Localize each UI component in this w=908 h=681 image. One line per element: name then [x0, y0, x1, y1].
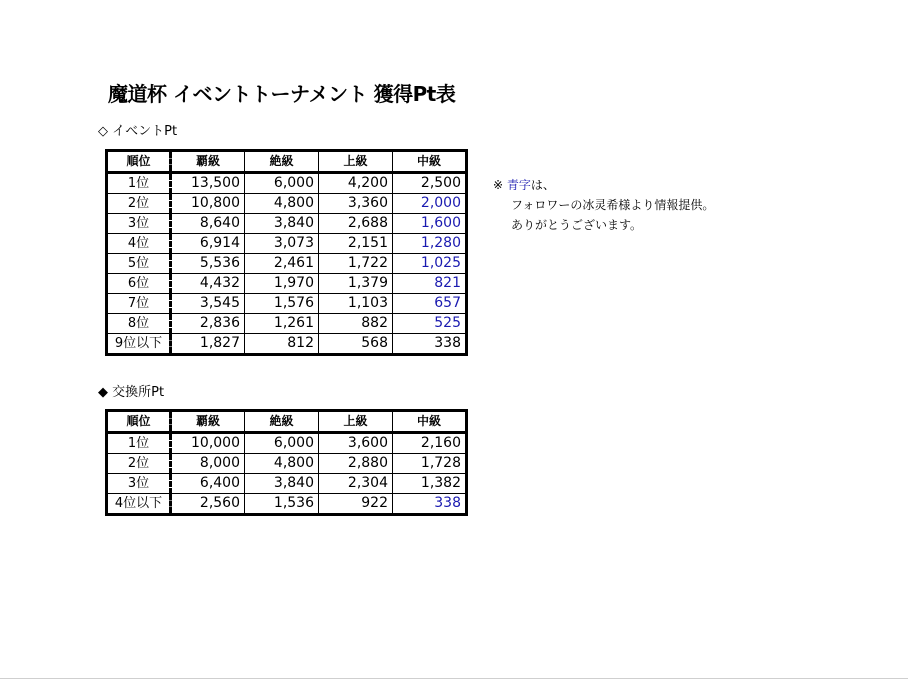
rank-cell: 2位	[107, 454, 171, 474]
event-pt-section-label: ◇ イベントPt	[98, 124, 178, 139]
note-line-1	[493, 175, 714, 195]
rank-cell: 1位	[107, 433, 171, 454]
value-cell: 3,073	[245, 234, 319, 254]
value-cell: 2,560	[171, 494, 245, 515]
value-cell: 3,840	[245, 474, 319, 494]
value-cell: 1,103	[319, 294, 393, 314]
value-cell: 2,151	[319, 234, 393, 254]
bottom-divider	[0, 678, 908, 679]
value-cell: 1,280	[393, 234, 467, 254]
note-line-3: ありがとうございます。	[511, 218, 643, 232]
value-cell: 3,545	[171, 294, 245, 314]
rank-cell: 2位	[107, 194, 171, 214]
column-header-rank: 順位	[107, 151, 171, 173]
value-cell: 2,836	[171, 314, 245, 334]
table-row	[107, 194, 467, 214]
value-cell: 2,304	[319, 474, 393, 494]
value-cell: 2,688	[319, 214, 393, 234]
value-cell: 2,461	[245, 254, 319, 274]
value-cell: 4,800	[245, 454, 319, 474]
note-mark: ※	[493, 178, 504, 192]
value-cell: 2,500	[393, 173, 467, 194]
column-header-chuu: 中級	[393, 151, 467, 173]
table-row	[107, 474, 467, 494]
table-row	[107, 494, 467, 515]
value-cell: 6,400	[171, 474, 245, 494]
column-header-haku: 覇級	[171, 411, 245, 433]
info-note	[493, 175, 714, 235]
table-row	[107, 314, 467, 334]
value-cell: 821	[393, 274, 467, 294]
value-cell: 10,000	[171, 433, 245, 454]
value-cell: 8,000	[171, 454, 245, 474]
value-cell: 1,722	[319, 254, 393, 274]
value-cell: 8,640	[171, 214, 245, 234]
value-cell: 338	[393, 334, 467, 355]
event-pt-table-body	[107, 173, 467, 355]
column-header-zetsu: 絶級	[245, 151, 319, 173]
value-cell: 1,536	[245, 494, 319, 515]
rank-cell: 4位	[107, 234, 171, 254]
value-cell: 525	[393, 314, 467, 334]
rank-cell: 8位	[107, 314, 171, 334]
rank-cell: 5位	[107, 254, 171, 274]
value-cell: 1,576	[245, 294, 319, 314]
value-cell: 6,000	[245, 433, 319, 454]
table-row	[107, 274, 467, 294]
value-cell: 4,800	[245, 194, 319, 214]
value-cell: 1,261	[245, 314, 319, 334]
table-row	[107, 214, 467, 234]
note-blue-word: 青字	[506, 178, 531, 192]
note-line-1-rest: は、	[530, 178, 555, 192]
value-cell: 1,382	[393, 474, 467, 494]
value-cell: 2,000	[393, 194, 467, 214]
column-header-chuu: 中級	[393, 411, 467, 433]
value-cell: 2,880	[319, 454, 393, 474]
value-cell: 568	[319, 334, 393, 355]
value-cell: 657	[393, 294, 467, 314]
table-row	[107, 433, 467, 454]
column-header-jou: 上級	[319, 411, 393, 433]
value-cell: 1,970	[245, 274, 319, 294]
table-row	[107, 334, 467, 355]
value-cell: 4,432	[171, 274, 245, 294]
table-row	[107, 173, 467, 194]
rank-cell: 9位以下	[107, 334, 171, 355]
exchange-pt-section-label: ◆ 交換所Pt	[98, 385, 165, 400]
value-cell: 3,360	[319, 194, 393, 214]
value-cell: 6,914	[171, 234, 245, 254]
table-row	[107, 454, 467, 474]
rank-cell: 1位	[107, 173, 171, 194]
value-cell: 1,379	[319, 274, 393, 294]
rank-cell: 6位	[107, 274, 171, 294]
value-cell: 5,536	[171, 254, 245, 274]
value-cell: 1,827	[171, 334, 245, 355]
value-cell: 13,500	[171, 173, 245, 194]
value-cell: 1,600	[393, 214, 467, 234]
value-cell: 922	[319, 494, 393, 515]
rank-cell: 7位	[107, 294, 171, 314]
exchange-pt-table-header	[107, 411, 467, 433]
event-pt-table	[105, 149, 468, 356]
value-cell: 338	[393, 494, 467, 515]
value-cell: 812	[245, 334, 319, 355]
column-header-zetsu: 絶級	[245, 411, 319, 433]
value-cell: 1,025	[393, 254, 467, 274]
value-cell: 3,600	[319, 433, 393, 454]
page-title: 魔道杯 イベントトーナメント 獲得Pt表	[108, 82, 456, 106]
rank-cell: 4位以下	[107, 494, 171, 515]
table-row	[107, 234, 467, 254]
rank-cell: 3位	[107, 474, 171, 494]
column-header-rank: 順位	[107, 411, 171, 433]
exchange-pt-table-body	[107, 433, 467, 515]
event-pt-table-header	[107, 151, 467, 173]
table-row	[107, 254, 467, 274]
column-header-jou: 上級	[319, 151, 393, 173]
value-cell: 10,800	[171, 194, 245, 214]
value-cell: 3,840	[245, 214, 319, 234]
rank-cell: 3位	[107, 214, 171, 234]
value-cell: 882	[319, 314, 393, 334]
value-cell: 2,160	[393, 433, 467, 454]
value-cell: 1,728	[393, 454, 467, 474]
value-cell: 4,200	[319, 173, 393, 194]
note-line-2: フォロワーの冰灵希様より情報提供。	[511, 198, 715, 212]
exchange-pt-table	[105, 409, 468, 516]
column-header-haku: 覇級	[171, 151, 245, 173]
value-cell: 6,000	[245, 173, 319, 194]
table-row	[107, 294, 467, 314]
